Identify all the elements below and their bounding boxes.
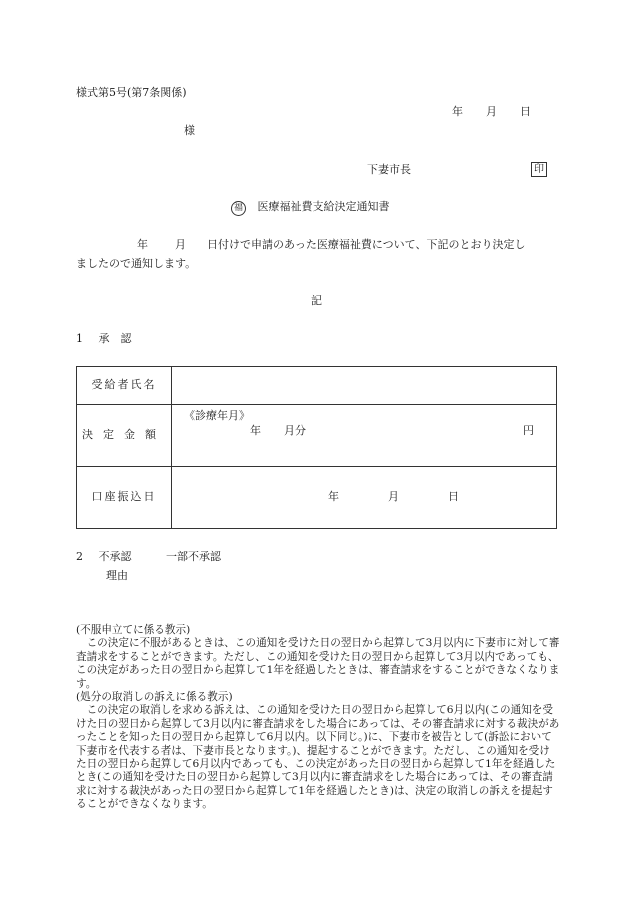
notice-paragraph-appeal: この決定に不服があるときは、この通知を受けた日の翌日から起算して3月以内に下妻市に対して審査請求をすることができます。ただし、この通知を受けた日の翌日から起算して3月以内であっても、この決定があった日の翌日から起算して1年を経過したときは、審査請求をすることができなくなります。 bbox=[76, 637, 560, 690]
section2-number: 2 bbox=[76, 550, 83, 563]
notice-paragraph-revocation: この決定の取消しを求める訴えは、この通知を受けた日の翌日から起算して6月以内(この通知を受けた日の翌日から起算して3月以内に審査請求をした場合にあっては、その審査請求に対する裁決があったことを知った日の翌日から起算して6月以内。以下同じ。)に、下妻市を被告として(訴訟において下妻市を代表する者は、下妻市長となります。)、提起することができます。ただし、この通知を受けた日の翌日から起算して6月以内であっても、この決定があった日の翌日から起算して1年を経過したとき(この通知を受けた日の翌日から起算して3月以内に審査請求をした場合にあっては、その審査請求に対する裁決があった日の翌日から起算して1年を経過したとき)は、決定の取消しの訴えを提起することができなくなります。 bbox=[76, 704, 560, 811]
ki-mark: 記 bbox=[311, 294, 322, 307]
amount-note: 《診療年月》 bbox=[184, 409, 250, 422]
date-year: 年 bbox=[452, 105, 463, 118]
section1-heading bbox=[76, 332, 132, 347]
section2-partial: 一部不承認 bbox=[166, 550, 221, 563]
recipient-name-cell bbox=[172, 367, 557, 405]
recipient-name-label: 受給者氏名 bbox=[77, 367, 172, 405]
intro-line2: ましたので通知します。 bbox=[76, 257, 197, 270]
intro-line1-rest: 日付けで申請のあった医療福祉費について、下記のとおり決定し bbox=[207, 238, 526, 251]
table-row bbox=[77, 467, 557, 529]
intro-year: 年 bbox=[137, 238, 148, 251]
issuer-seal bbox=[531, 162, 547, 177]
seal-mark: 印 bbox=[531, 162, 547, 177]
addressee-suffix: 様 bbox=[184, 124, 195, 137]
table-row bbox=[77, 367, 557, 405]
transfer-year: 年 bbox=[328, 490, 339, 503]
title-text: 医療福祉費支給決定通知書 bbox=[257, 200, 390, 213]
fuku-circle-mark: 福 bbox=[231, 201, 246, 216]
notice-heading-appeal: (不服申立てに係る教示) bbox=[76, 624, 191, 636]
section2-label: 不承認 bbox=[98, 550, 132, 563]
section1-label: 承 認 bbox=[98, 332, 132, 345]
amount-cell bbox=[172, 405, 557, 467]
amount-year: 年 bbox=[250, 424, 261, 437]
document-title bbox=[231, 200, 390, 216]
notice-heading-revocation: (処分の取消しの訴えに係る教示) bbox=[76, 691, 233, 704]
date-month: 月 bbox=[486, 105, 497, 118]
form-number: 様式第5号(第7条関係) bbox=[76, 86, 187, 99]
amount-label: 決定金額 bbox=[77, 405, 172, 467]
section1-number: 1 bbox=[76, 332, 83, 345]
decision-table bbox=[76, 366, 557, 529]
transfer-date-cell bbox=[172, 467, 557, 529]
transfer-date-label: 口座振込日 bbox=[77, 467, 172, 529]
appeal-notice bbox=[76, 624, 560, 812]
amount-unit: 円 bbox=[523, 424, 534, 437]
section2-reason: 理由 bbox=[106, 569, 128, 582]
date-day: 日 bbox=[520, 105, 531, 118]
section2-heading bbox=[76, 550, 132, 565]
intro-month: 月 bbox=[175, 238, 186, 251]
transfer-day: 日 bbox=[448, 490, 459, 503]
issuer-name: 下妻市長 bbox=[367, 163, 411, 176]
table-row bbox=[77, 405, 557, 467]
transfer-month: 月 bbox=[388, 490, 399, 503]
amount-month: 月分 bbox=[284, 424, 306, 437]
